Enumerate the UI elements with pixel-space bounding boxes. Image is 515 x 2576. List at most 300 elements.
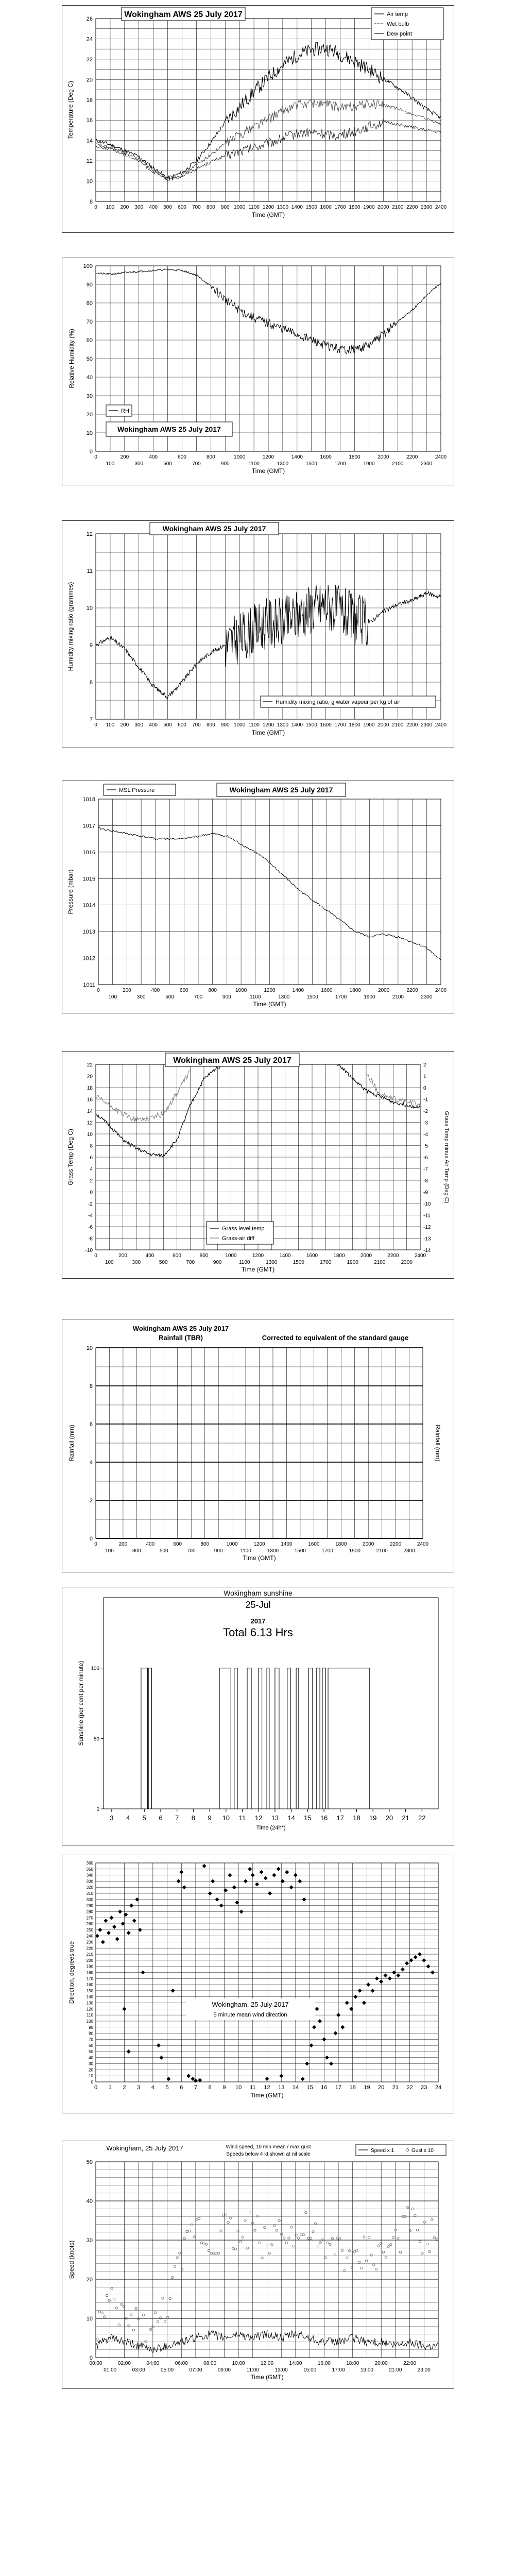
data-point <box>198 2078 202 2082</box>
gust-point <box>176 2257 178 2259</box>
y-tick-label: 18 <box>86 97 93 104</box>
x-tick-label: 17:00 <box>332 2367 345 2373</box>
y-axis-label: Sunshine (per cent per minute) <box>77 1660 84 1746</box>
y-axis-label: Humidity mixing ratio (grammes) <box>67 582 74 671</box>
x-tick-label: 18 <box>353 1814 360 1822</box>
x-tick-label: 1200 <box>252 1253 264 1259</box>
x-tick-label: 13 <box>271 1814 279 1822</box>
x-tick-label: 20:00 <box>374 2361 388 2366</box>
x-tick-label: 500 <box>159 1548 168 1554</box>
y-axis-label: Rainfall (mm) <box>68 1425 75 1462</box>
x-tick-label: 0 <box>94 1253 97 1259</box>
gust-point <box>271 2244 273 2246</box>
gust-point <box>416 2229 418 2231</box>
y-tick-label: 8 <box>89 680 93 686</box>
y-tick-label: 320 <box>86 1885 93 1890</box>
y-right-tick-label: 0 <box>423 1086 426 1091</box>
x-tick-label: 1100 <box>238 1260 250 1265</box>
gust-point <box>281 2233 283 2235</box>
gust-point <box>208 2249 210 2251</box>
x-tick-label: 400 <box>145 1253 154 1259</box>
y-tick-label: 0 <box>90 1190 93 1196</box>
data-point <box>179 1870 183 1874</box>
x-tick-label: 1300 <box>277 461 289 467</box>
x-tick-label: 0 <box>97 988 100 993</box>
x-tick-label: 400 <box>146 1541 155 1547</box>
gust-point <box>227 2221 229 2223</box>
y-tick-label: 40 <box>86 2198 93 2205</box>
y-tick-label: 1018 <box>82 796 95 803</box>
x-tick-label: 20 <box>385 1814 393 1822</box>
gust-point <box>353 2251 355 2253</box>
y-tick-label: 1015 <box>82 876 95 883</box>
gust-point <box>130 2314 132 2316</box>
x-tick-label: 1 <box>108 2084 112 2091</box>
y-tick-label: 60 <box>86 337 93 344</box>
chart-subtitle: 5 minute mean wind direction <box>213 2012 287 2018</box>
gust-point <box>399 2251 401 2253</box>
data-point <box>208 1891 212 1895</box>
x-tick-label: 1600 <box>321 988 333 993</box>
x-tick-label: 0 <box>94 454 97 460</box>
x-tick-label: 21:00 <box>389 2367 402 2373</box>
x-tick-label: 700 <box>192 461 201 467</box>
x-tick-label: 04:00 <box>146 2361 160 2366</box>
x-tick-label: 600 <box>178 205 186 210</box>
gust-point <box>290 2226 292 2228</box>
gust-point <box>113 2298 115 2300</box>
data-point <box>401 1968 405 1972</box>
gust-point <box>198 2217 200 2219</box>
y-tick-label: 30 <box>86 393 93 399</box>
data-point <box>431 1971 435 1975</box>
x-tick-label: 100 <box>106 722 115 728</box>
x-tick-label: 1400 <box>291 454 303 460</box>
legend-item: Grass-air diff <box>222 1235 254 1242</box>
x-tick-label: 900 <box>213 1260 222 1265</box>
gust-point <box>200 2242 202 2244</box>
y-tick-label: -6 <box>88 1225 93 1230</box>
data-point <box>104 1919 108 1923</box>
y-tick-label: 330 <box>86 1879 93 1884</box>
chart-annotation: Speeds below 4 kt shown at nil scale <box>226 2151 311 2157</box>
x-tick-label: 2100 <box>376 1548 388 1554</box>
data-point <box>118 1909 122 1913</box>
x-tick-label: 200 <box>118 1541 128 1547</box>
x-tick-label: 500 <box>163 722 172 728</box>
x-tick-label: 22:00 <box>403 2361 417 2366</box>
gust-point <box>317 2245 319 2247</box>
x-tick-label: 0 <box>94 205 97 210</box>
data-point <box>268 1891 272 1895</box>
gust-point <box>135 2307 137 2309</box>
y-tick-label: 180 <box>86 1970 93 1975</box>
x-tick-label: 500 <box>165 994 174 1000</box>
gust-point <box>191 2224 193 2226</box>
gust-point <box>234 2248 236 2250</box>
x-tick-label: 2100 <box>392 722 404 728</box>
x-tick-label: 800 <box>206 722 215 728</box>
y-tick-label: 360 <box>86 1861 93 1866</box>
data-point <box>132 1919 136 1923</box>
x-tick-label: 1400 <box>279 1253 291 1259</box>
data-point <box>248 1867 252 1871</box>
x-tick-label: 1900 <box>347 1260 358 1265</box>
x-tick-label: 22 <box>406 2084 413 2091</box>
x-tick-label: 2000 <box>377 722 389 728</box>
y-tick-label: 12 <box>87 1120 93 1126</box>
wind-speed-chart <box>62 2141 454 2389</box>
x-tick-label: 1500 <box>293 1260 304 1265</box>
gust-point <box>230 2217 232 2219</box>
y-right-tick-label: -1 <box>423 1097 428 1103</box>
x-tick-label: 200 <box>120 454 129 460</box>
x-tick-label: 1900 <box>363 722 375 728</box>
x-tick-label: 1500 <box>306 994 318 1000</box>
x-tick-label: 8 <box>191 1814 196 1822</box>
x-tick-label: 9 <box>208 1814 212 1822</box>
x-tick-label: 400 <box>149 205 158 210</box>
gust-point <box>268 2252 270 2255</box>
y-tick-label: 8 <box>90 1143 93 1149</box>
x-tick-label: 12 <box>254 1814 263 1822</box>
x-tick-label: 300 <box>132 1260 141 1265</box>
x-tick-label: 1900 <box>364 994 375 1000</box>
y-right-tick-label: -11 <box>423 1213 431 1219</box>
chart-title: Wokingham, 25 July 2017 <box>106 2144 183 2152</box>
x-tick-label: 2200 <box>406 454 418 460</box>
x-axis-label: Time (GMT) <box>243 1554 276 1562</box>
data-point <box>122 2007 126 2011</box>
x-tick-label: 06:00 <box>175 2361 188 2366</box>
gust-point <box>382 2251 384 2253</box>
chart-title: Wokingham AWS 25 July 2017 <box>124 10 243 19</box>
x-tick-label: 1900 <box>363 461 375 467</box>
y-tick-label: 14 <box>87 1109 93 1114</box>
data-point <box>289 1885 294 1889</box>
data-point <box>272 1873 276 1877</box>
gust-point <box>341 2249 343 2251</box>
x-tick-label: 1500 <box>305 722 317 728</box>
y-tick-label: 280 <box>86 1909 93 1914</box>
x-tick-label: 0 <box>94 722 97 728</box>
gust-point <box>254 2229 256 2231</box>
y-right-tick-label: 1 <box>423 1074 426 1080</box>
gust-point <box>377 2245 380 2247</box>
x-tick-label: 2000 <box>360 1253 372 1259</box>
x-tick-label: 600 <box>173 1541 182 1547</box>
y-tick-label: 70 <box>86 319 93 325</box>
x-tick-label: 1700 <box>321 1548 333 1554</box>
y-tick-label: 150 <box>86 1988 93 1993</box>
x-tick-label: 0 <box>94 2084 98 2091</box>
x-tick-label: 1800 <box>349 205 360 210</box>
gust-point <box>217 2252 219 2254</box>
x-tick-label: 800 <box>200 1541 210 1547</box>
y-tick-label: 8 <box>89 1383 93 1389</box>
x-tick-label: 7 <box>194 2084 198 2091</box>
x-tick-label: 1100 <box>250 994 261 1000</box>
gust-point <box>132 2329 134 2331</box>
x-tick-label: 500 <box>159 1260 168 1265</box>
y-tick-label: 100 <box>83 263 93 269</box>
y-tick-label: 140 <box>86 1994 93 1999</box>
chart-title: Wokingham, 25 July 2017 <box>212 2001 289 2008</box>
gust-point <box>283 2237 285 2239</box>
x-tick-label: 800 <box>206 205 215 210</box>
y-tick-label: 0 <box>96 1807 99 1812</box>
gust-point <box>242 2236 244 2238</box>
x-tick-label: 1300 <box>267 1548 279 1554</box>
x-tick-label: 2000 <box>377 205 389 210</box>
y-tick-label: 6 <box>90 1155 93 1161</box>
legend-item: Air temp <box>387 11 408 18</box>
x-tick-label: 24 <box>435 2084 442 2091</box>
y-tick-label: 190 <box>86 1964 93 1969</box>
x-tick-label: 23 <box>421 2084 427 2091</box>
x-tick-label: 100 <box>106 205 115 210</box>
chart-annotation: Corrected to equivalent of the standard gauge <box>262 1334 409 1342</box>
data-point <box>177 1879 181 1883</box>
sunshine-chart <box>62 1587 454 1845</box>
data-point <box>375 1976 379 1980</box>
chart-title: Wokingham AWS 25 July 2017 <box>173 1056 291 1065</box>
x-tick-label: 12 <box>264 2084 270 2091</box>
y-axis-label: Grass Temp (Deg C) <box>67 1129 74 1185</box>
y-right-tick-label: 2 <box>423 1062 426 1068</box>
x-tick-label: 1500 <box>305 205 317 210</box>
x-tick-label: 6 <box>180 2084 183 2091</box>
y-tick-label: 1013 <box>82 929 95 936</box>
x-tick-label: 900 <box>220 722 230 728</box>
x-tick-label: 02:00 <box>117 2361 131 2366</box>
x-tick-label: 1100 <box>248 722 260 728</box>
x-tick-label: 2100 <box>392 461 404 467</box>
gust-point <box>193 2236 195 2238</box>
y-tick-label: 20 <box>86 77 93 83</box>
x-tick-label: 11:00 <box>246 2367 259 2373</box>
x-tick-label: 2300 <box>403 1548 415 1554</box>
x-axis-label: Time (GMT) <box>251 729 285 736</box>
x-tick-label: 16 <box>321 2084 328 2091</box>
legend-item: MSL Pressure <box>119 787 155 793</box>
y-tick-label: 16 <box>86 117 93 124</box>
y-tick-label: 0 <box>89 449 93 455</box>
x-tick-label: 2300 <box>420 722 433 728</box>
gust-point <box>149 2328 151 2330</box>
x-tick-label: 1700 <box>334 461 346 467</box>
data-point <box>322 2037 326 2041</box>
legend-item: RH <box>121 408 129 414</box>
y-tick-label: 1012 <box>82 955 95 962</box>
gust-point <box>288 2237 290 2239</box>
gust-point <box>159 2317 161 2319</box>
x-tick-label: 400 <box>149 454 158 460</box>
y-tick-label: 0 <box>89 1536 93 1542</box>
x-tick-label: 1400 <box>291 205 303 210</box>
data-point <box>336 2013 340 2017</box>
data-point <box>294 1873 298 1877</box>
x-tick-label: 2300 <box>420 205 433 210</box>
y-right-tick-label: -5 <box>423 1143 428 1149</box>
gust-point <box>123 2305 125 2307</box>
y-tick-label: 340 <box>86 1873 93 1878</box>
gust-point <box>315 2223 317 2225</box>
x-axis-label: Time (24h*) <box>256 1825 286 1831</box>
data-point <box>127 2049 131 2054</box>
x-axis-label: Time (GMT) <box>251 467 285 474</box>
x-tick-label: 1800 <box>349 454 360 460</box>
gust-point <box>203 2243 205 2245</box>
gust-point <box>115 2307 117 2309</box>
x-tick-label: 2000 <box>363 1541 374 1547</box>
data-point <box>159 2056 163 2060</box>
data-point <box>325 2056 329 2060</box>
y-tick-label: 1011 <box>83 982 95 988</box>
wind-speed-chart-svg <box>62 2141 454 2388</box>
data-point <box>298 1879 302 1883</box>
y-axis-label: Temperature (Deg C) <box>67 81 74 139</box>
data-point <box>405 1961 409 1965</box>
x-tick-label: 300 <box>134 205 144 210</box>
grass-temp-chart-svg <box>62 1052 454 1278</box>
gust-point <box>285 2242 287 2244</box>
wind-direction-chart <box>62 1855 454 2113</box>
gust-point <box>157 2320 159 2323</box>
y-tick-label: 0 <box>89 2355 93 2361</box>
x-tick-label: 600 <box>173 1253 181 1259</box>
chart-title: Wokingham AWS 25 July 2017 <box>132 1325 229 1332</box>
gust-point <box>162 2297 164 2299</box>
x-tick-label: 700 <box>194 994 203 1000</box>
x-tick-label: 15 <box>306 2084 313 2091</box>
x-tick-label: 10:00 <box>232 2361 245 2366</box>
y-right-tick-label: -13 <box>423 1236 431 1242</box>
y-tick-label: 7 <box>89 717 93 723</box>
x-tick-label: 2400 <box>417 1541 429 1547</box>
x-tick-label: 22 <box>418 1814 426 1822</box>
y-tick-label: 300 <box>86 1897 93 1902</box>
data-point <box>101 1940 105 1944</box>
x-tick-label: 1700 <box>334 205 346 210</box>
gust-point <box>293 2245 295 2247</box>
x-tick-label: 100 <box>105 1260 114 1265</box>
x-tick-label: 800 <box>208 988 217 993</box>
y-tick-label: 260 <box>86 1922 93 1927</box>
gust-point <box>360 2267 363 2269</box>
gust-point <box>305 2211 307 2213</box>
x-tick-label: 200 <box>123 988 131 993</box>
x-tick-label: 11 <box>250 2084 256 2091</box>
x-tick-label: 900 <box>220 461 230 467</box>
x-tick-label: 400 <box>151 988 160 993</box>
gust-point <box>349 2249 351 2251</box>
gust-point <box>368 2236 370 2239</box>
x-tick-label: 4 <box>151 2084 154 2091</box>
mixing-ratio-chart <box>62 520 454 748</box>
chart-title: Wokingham sunshine <box>224 1589 293 1597</box>
x-axis-label: Time (GMT) <box>250 2092 284 2099</box>
y-tick-label: 160 <box>86 1982 93 1988</box>
gust-point <box>397 2237 399 2239</box>
series-line-sunshine <box>104 1668 438 1809</box>
data-point <box>301 2077 305 2081</box>
data-point <box>202 1864 207 1868</box>
x-tick-label: 800 <box>199 1253 209 1259</box>
gust-point <box>322 2239 324 2241</box>
gust-point <box>147 2346 149 2348</box>
gust-point <box>138 2318 140 2320</box>
y-right-axis-label: Rainfall (mm) <box>434 1425 441 1462</box>
x-tick-label: 8 <box>208 2084 212 2091</box>
x-tick-label: 09:00 <box>217 2367 231 2373</box>
y-tick-label: 10 <box>86 1345 93 1351</box>
y-right-tick-label: -2 <box>423 1109 428 1114</box>
data-point <box>215 1897 219 1902</box>
data-point <box>279 2074 283 2078</box>
y-tick-label: 6 <box>89 1421 93 1428</box>
data-point <box>358 1989 362 1993</box>
y-right-tick-label: -9 <box>423 1190 428 1196</box>
x-tick-label: 100 <box>108 994 117 1000</box>
gust-point <box>332 2238 334 2240</box>
legend-item: Grass level temp <box>222 1226 265 1232</box>
legend-item: Speed x 1 <box>371 2148 394 2154</box>
x-tick-label: 1800 <box>333 1253 345 1259</box>
y-right-tick-label: -6 <box>423 1155 428 1161</box>
y-tick-label: -10 <box>85 1248 93 1253</box>
data-point <box>422 1958 426 1962</box>
data-point <box>329 2062 333 2066</box>
gust-point <box>220 2230 222 2232</box>
gust-point <box>251 2222 253 2224</box>
gust-point <box>154 2312 157 2314</box>
x-tick-label: 2100 <box>374 1260 386 1265</box>
gust-point <box>298 2237 300 2239</box>
y-tick-label: 20 <box>87 1074 93 1080</box>
gust-point <box>96 2338 98 2340</box>
y-tick-label: 80 <box>89 2031 93 2036</box>
x-tick-label: 700 <box>186 1260 195 1265</box>
y-tick-label: 310 <box>86 1891 93 1896</box>
gust-point <box>307 2237 309 2239</box>
rainfall-chart <box>62 1319 454 1572</box>
x-tick-label: 1700 <box>320 1260 332 1265</box>
gust-point <box>183 2238 185 2240</box>
x-tick-label: 00:00 <box>89 2361 102 2366</box>
data-point <box>312 2025 316 2029</box>
x-tick-label: 1300 <box>266 1260 278 1265</box>
gust-point <box>419 2241 421 2243</box>
y-right-tick-label: -3 <box>423 1120 428 1126</box>
y-tick-label: 16 <box>87 1097 93 1103</box>
legend-item: Gust x 10 <box>411 2148 434 2154</box>
data-point <box>228 1873 232 1877</box>
x-tick-label: 1300 <box>277 205 289 210</box>
x-tick-label: 15 <box>304 1814 312 1822</box>
y-tick-label: 10 <box>86 430 93 436</box>
data-point <box>265 2077 269 2081</box>
gust-point <box>118 2324 120 2326</box>
x-tick-label: 300 <box>132 1548 141 1554</box>
y-right-tick-label: -12 <box>423 1225 431 1230</box>
x-tick-label: 1600 <box>320 722 332 728</box>
y-tick-label: 1014 <box>82 902 95 909</box>
x-axis-label: Time (GMT) <box>250 2374 284 2381</box>
y-right-tick-label: -4 <box>423 1132 428 1138</box>
data-point <box>418 1952 422 1956</box>
mixing-ratio-chart-svg <box>62 521 454 748</box>
